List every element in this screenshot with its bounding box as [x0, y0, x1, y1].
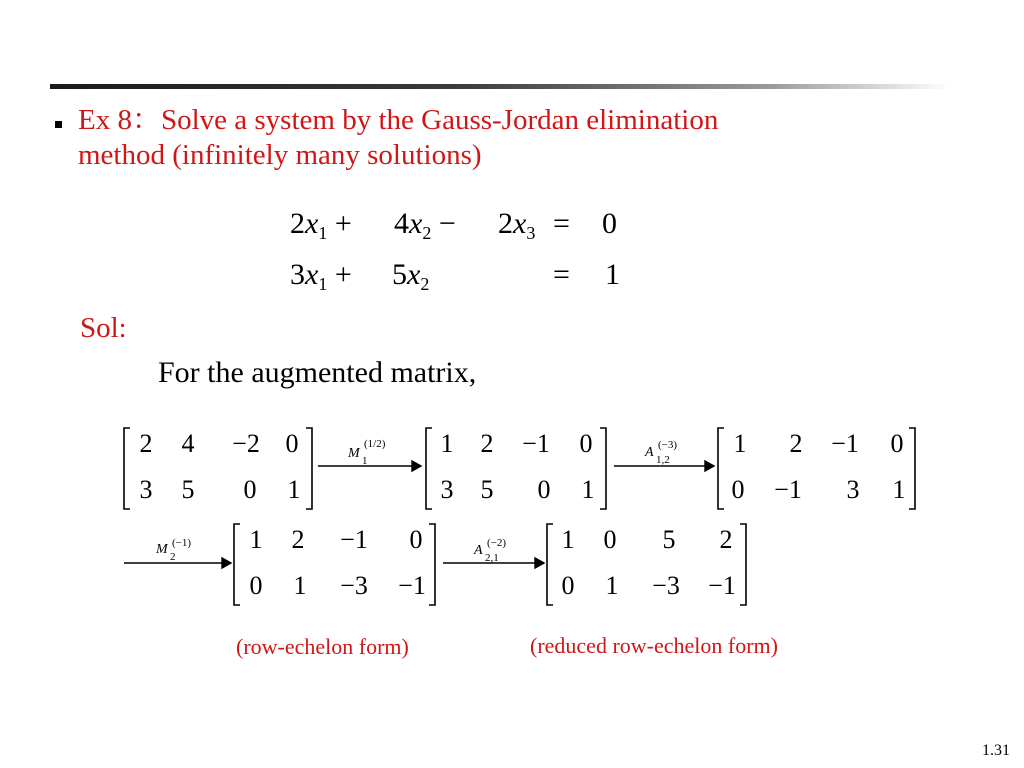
matrix-3-cell: 2 — [789, 429, 803, 458]
heading-line-2: method (infinitely many solutions) — [78, 139, 482, 171]
matrix-2-cell: 3 — [440, 475, 454, 504]
matrix-5-cell: −1 — [708, 571, 736, 600]
term-op: + — [327, 207, 352, 240]
term-var: x — [305, 258, 319, 291]
matrix-2-cell: 1 — [581, 475, 595, 504]
caption-row-echelon: (row-echelon form) — [236, 634, 409, 659]
term-var: x — [407, 258, 421, 291]
matrix-3-cell: 1 — [733, 429, 747, 458]
augmented-intro: For the augmented matrix, — [158, 356, 477, 389]
term-sub: 2 — [420, 274, 430, 294]
matrix-5-cell: −3 — [652, 571, 680, 600]
term-op: + — [327, 258, 352, 291]
op3-sup: (−1) — [172, 537, 192, 549]
sol-label: Sol: — [80, 312, 127, 344]
matrix-1-cell: 0 — [285, 429, 299, 458]
matrix-1-cell: 2 — [139, 429, 153, 458]
matrix-3-cell: 3 — [846, 475, 860, 504]
equals-sign-2: = — [553, 258, 570, 291]
matrix-5-cell: 5 — [662, 525, 676, 554]
matrix-4-cell: 1 — [293, 571, 307, 600]
matrix-4-cell: −3 — [340, 571, 368, 600]
term-sub: 1 — [318, 274, 328, 294]
matrix-2-cell: 0 — [579, 429, 593, 458]
term-sub: 1 — [318, 223, 328, 243]
term-coef: 5 — [392, 258, 407, 291]
heading-line-1: Ex 8：Solve a system by the Gauss-Jordan elimination — [78, 104, 719, 136]
op4-label — [474, 537, 507, 564]
op2-sup: (−3) — [658, 439, 678, 451]
term-var: x — [409, 207, 423, 240]
matrix-1-cell: 5 — [181, 475, 195, 504]
op2-letter: A — [645, 445, 654, 460]
matrix-1-cell: 0 — [243, 475, 257, 504]
op1-sup: (1/2) — [364, 438, 386, 450]
op1-letter: M — [348, 446, 360, 461]
matrix-2-cell: 2 — [480, 429, 494, 458]
matrix-3-cell: 0 — [890, 429, 904, 458]
rhs-1: 0 — [602, 207, 617, 240]
term-coef: 4 — [394, 207, 409, 240]
matrix-5-cell: 2 — [719, 525, 733, 554]
matrix-5-cell: 0 — [561, 571, 575, 600]
op3-letter: M — [156, 542, 168, 557]
op1-label — [348, 438, 386, 467]
page-number: 1.31 — [982, 742, 1010, 759]
matrix-5-cell: 0 — [603, 525, 617, 554]
op4-sub: 2,1 — [485, 552, 499, 564]
matrix-4-cell: −1 — [340, 525, 368, 554]
term-sub: 2 — [422, 223, 432, 243]
op4-sup: (−2) — [487, 537, 507, 549]
term-coef: 2 — [498, 207, 513, 240]
term-coef: 3 — [290, 258, 305, 291]
term-coef: 2 — [290, 207, 305, 240]
term-var: x — [513, 207, 527, 240]
equals-sign-1: = — [553, 207, 570, 240]
op2-label — [645, 439, 678, 466]
rhs-2: 1 — [605, 258, 620, 291]
matrix-4-cell: 0 — [409, 525, 423, 554]
matrix-5-cell: 1 — [605, 571, 619, 600]
op2-sub: 1,2 — [656, 454, 670, 466]
op1-sub: 1 — [362, 455, 368, 467]
matrix-2-cell: −1 — [522, 429, 550, 458]
matrix-1-cell: −2 — [232, 429, 260, 458]
matrix-4-cell: 0 — [249, 571, 263, 600]
matrix-1-cell: 3 — [139, 475, 153, 504]
op3-sub: 2 — [170, 551, 176, 563]
op4-letter: A — [474, 543, 483, 558]
matrix-1-cell: 1 — [287, 475, 301, 504]
term-sub: 3 — [526, 223, 536, 243]
matrix-3-cell: −1 — [831, 429, 859, 458]
caption-reduced-row-echelon: (reduced row-echelon form) — [530, 633, 778, 658]
term-var: x — [305, 207, 319, 240]
matrix-4-cell: 2 — [291, 525, 305, 554]
matrix-2-cell: 1 — [440, 429, 454, 458]
matrix-5-cell: 1 — [561, 525, 575, 554]
matrix-3-cell: 1 — [892, 475, 906, 504]
term-op: − — [431, 207, 456, 240]
matrix-2-cell: 5 — [480, 475, 494, 504]
matrix-3-cell: −1 — [774, 475, 802, 504]
matrix-4-cell: −1 — [398, 571, 426, 600]
matrix-3-cell: 0 — [731, 475, 745, 504]
matrix-4-cell: 1 — [249, 525, 263, 554]
op3-label — [156, 537, 192, 563]
matrix-1-cell: 4 — [181, 429, 195, 458]
matrix-2-cell: 0 — [537, 475, 551, 504]
